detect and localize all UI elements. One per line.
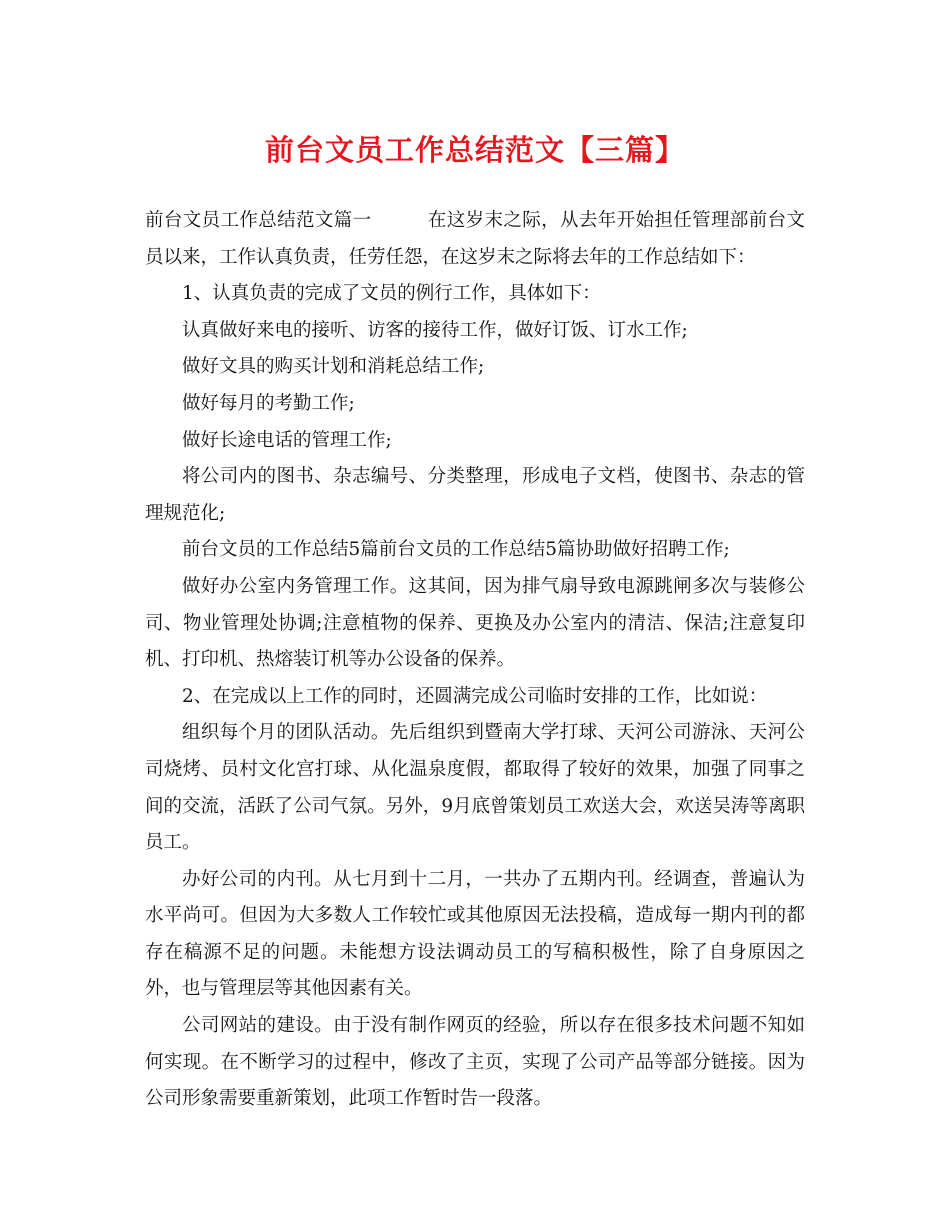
paragraph-7: 前台文员的工作总结5篇前台文员的工作总结5篇协助做好招聘工作;	[182, 539, 730, 561]
paragraph-4: 做好每月的考勤工作;	[182, 392, 355, 414]
document-title: 前台文员工作总结范文【三篇】	[264, 133, 685, 167]
paragraph-8: 做好办公室内务管理工作。这其间，因为排气扇导致电源跳闸多次与装修公司、物业管理处协调;注意植物的保养、更换及办公室内的清洁、保洁;注意复印机、打印机、热熔装订机等办公设备的保养。	[145, 575, 805, 671]
document-body	[145, 203, 805, 1118]
paragraph-10: 组织每个月的团队活动。先后组织到暨南大学打球、天河公司游泳、天河公司烧烤、员村文化宫打球、从化温泉度假，都取得了较好的效果，加强了同事之间的交流，活跃了公司气氛。另外，9月底曾策划员工欢送大会，欢送吴涛等离职员工。	[145, 722, 805, 854]
paragraph-1: 1、认真负责的完成了文员的例行工作，具体如下：	[182, 283, 601, 305]
paragraph-11: 办好公司的内刊。从七月到十二月，一共办了五期内刊。经调查，普遍认为水平尚可。但因为大多数人工作较忙或其他原因无法投稿，造成每一期内刊的都存在稿源不足的问题。未能想方设法调动员工的写稿积极性，除了自身原因之外，也与管理层等其他因素有关。	[145, 868, 805, 1000]
paragraph-6: 将公司内的图书、杂志编号、分类整理，形成电子文档，使图书、杂志的管理规范化;	[145, 466, 805, 524]
intro-paragraph	[145, 203, 805, 276]
paragraph-5: 做好长途电话的管理工作;	[182, 429, 392, 451]
paragraph-12: 公司网站的建设。由于没有制作网页的经验，所以存在很多技术问题不知如何实现。在不断学习的过程中，修改了主页，实现了公司产品等部分链接。因为公司形象需要重新策划，此项工作暂时告一段落。	[145, 1015, 805, 1110]
paragraph-2: 认真做好来电的接听、访客的接待工作，做好订饭、订水工作;	[182, 319, 688, 341]
paragraph-9: 2、在完成以上工作的同时，还圆满完成公司临时安排的工作，比如说：	[182, 685, 768, 707]
intro-heading: 前台文员工作总结范文篇一	[145, 210, 372, 231]
intro-text: 在这岁末之际，从去年开始担任管理部前台文员以来，工作认真负责，任劳任怨，在这岁末之际将去年的工作总结如下：	[145, 210, 805, 268]
paragraph-3: 做好文具的购买计划和消耗总结工作;	[182, 356, 485, 378]
